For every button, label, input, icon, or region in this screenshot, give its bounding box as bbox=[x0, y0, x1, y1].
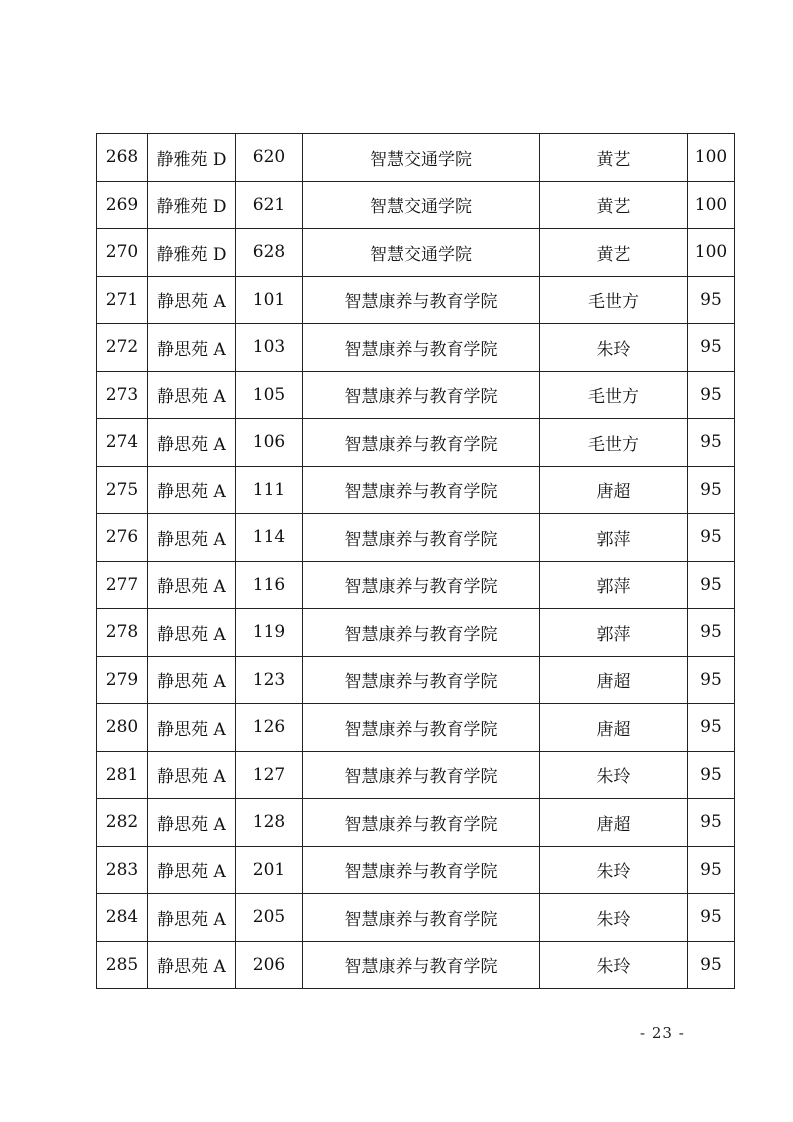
serial-number-cell: 278 bbox=[97, 609, 148, 657]
serial-number-cell: 275 bbox=[97, 466, 148, 514]
score-cell: 95 bbox=[688, 704, 735, 752]
room-number-cell: 116 bbox=[236, 561, 303, 609]
serial-number-cell: 279 bbox=[97, 656, 148, 704]
college-cell: 智慧康养与教育学院 bbox=[303, 609, 540, 657]
college-cell: 智慧康养与教育学院 bbox=[303, 941, 540, 989]
counselor-cell: 唐超 bbox=[540, 704, 688, 752]
table-row bbox=[97, 561, 735, 609]
serial-number-cell: 269 bbox=[97, 181, 148, 229]
building-cell: 静思苑 A bbox=[148, 894, 236, 942]
room-number-cell: 127 bbox=[236, 751, 303, 799]
room-number-cell: 114 bbox=[236, 514, 303, 562]
room-number-cell: 205 bbox=[236, 894, 303, 942]
score-cell: 100 bbox=[688, 229, 735, 277]
table-row bbox=[97, 134, 735, 182]
score-cell: 95 bbox=[688, 894, 735, 942]
college-cell: 智慧康养与教育学院 bbox=[303, 276, 540, 324]
score-cell: 95 bbox=[688, 846, 735, 894]
counselor-cell: 朱玲 bbox=[540, 751, 688, 799]
table-row bbox=[97, 276, 735, 324]
serial-number-cell: 273 bbox=[97, 371, 148, 419]
building-cell: 静思苑 A bbox=[148, 561, 236, 609]
serial-number-cell: 285 bbox=[97, 941, 148, 989]
score-cell: 95 bbox=[688, 561, 735, 609]
table-row bbox=[97, 894, 735, 942]
table-body bbox=[97, 134, 735, 989]
building-cell: 静思苑 A bbox=[148, 799, 236, 847]
building-cell: 静思苑 A bbox=[148, 656, 236, 704]
counselor-cell: 郭萍 bbox=[540, 561, 688, 609]
room-number-cell: 126 bbox=[236, 704, 303, 752]
building-cell: 静雅苑 D bbox=[148, 181, 236, 229]
score-cell: 95 bbox=[688, 799, 735, 847]
building-cell: 静思苑 A bbox=[148, 609, 236, 657]
counselor-cell: 郭萍 bbox=[540, 514, 688, 562]
building-cell: 静思苑 A bbox=[148, 751, 236, 799]
table-row bbox=[97, 371, 735, 419]
college-cell: 智慧康养与教育学院 bbox=[303, 514, 540, 562]
college-cell: 智慧康养与教育学院 bbox=[303, 561, 540, 609]
counselor-cell: 郭萍 bbox=[540, 609, 688, 657]
room-number-cell: 119 bbox=[236, 609, 303, 657]
score-cell: 95 bbox=[688, 276, 735, 324]
serial-number-cell: 274 bbox=[97, 419, 148, 467]
room-number-cell: 123 bbox=[236, 656, 303, 704]
score-cell: 95 bbox=[688, 419, 735, 467]
score-cell: 95 bbox=[688, 466, 735, 514]
counselor-cell: 黄艺 bbox=[540, 229, 688, 277]
serial-number-cell: 280 bbox=[97, 704, 148, 752]
serial-number-cell: 282 bbox=[97, 799, 148, 847]
counselor-cell: 唐超 bbox=[540, 466, 688, 514]
serial-number-cell: 271 bbox=[97, 276, 148, 324]
score-cell: 95 bbox=[688, 371, 735, 419]
table-row bbox=[97, 609, 735, 657]
counselor-cell: 毛世方 bbox=[540, 371, 688, 419]
college-cell: 智慧康养与教育学院 bbox=[303, 799, 540, 847]
room-number-cell: 206 bbox=[236, 941, 303, 989]
table-row bbox=[97, 466, 735, 514]
counselor-cell: 黄艺 bbox=[540, 181, 688, 229]
room-number-cell: 628 bbox=[236, 229, 303, 277]
serial-number-cell: 277 bbox=[97, 561, 148, 609]
serial-number-cell: 270 bbox=[97, 229, 148, 277]
serial-number-cell: 284 bbox=[97, 894, 148, 942]
score-cell: 95 bbox=[688, 514, 735, 562]
table-row bbox=[97, 324, 735, 372]
building-cell: 静思苑 A bbox=[148, 514, 236, 562]
college-cell: 智慧康养与教育学院 bbox=[303, 656, 540, 704]
table-row bbox=[97, 846, 735, 894]
room-number-cell: 101 bbox=[236, 276, 303, 324]
building-cell: 静雅苑 D bbox=[148, 229, 236, 277]
serial-number-cell: 281 bbox=[97, 751, 148, 799]
building-cell: 静思苑 A bbox=[148, 466, 236, 514]
score-cell: 95 bbox=[688, 324, 735, 372]
table-row bbox=[97, 514, 735, 562]
dormitory-score-table bbox=[96, 133, 735, 989]
room-number-cell: 105 bbox=[236, 371, 303, 419]
college-cell: 智慧康养与教育学院 bbox=[303, 894, 540, 942]
score-cell: 100 bbox=[688, 181, 735, 229]
counselor-cell: 唐超 bbox=[540, 799, 688, 847]
college-cell: 智慧康养与教育学院 bbox=[303, 324, 540, 372]
score-cell: 100 bbox=[688, 134, 735, 182]
college-cell: 智慧康养与教育学院 bbox=[303, 419, 540, 467]
page-number: - 23 - bbox=[640, 1024, 685, 1042]
room-number-cell: 128 bbox=[236, 799, 303, 847]
counselor-cell: 黄艺 bbox=[540, 134, 688, 182]
serial-number-cell: 276 bbox=[97, 514, 148, 562]
counselor-cell: 朱玲 bbox=[540, 894, 688, 942]
building-cell: 静思苑 A bbox=[148, 324, 236, 372]
college-cell: 智慧康养与教育学院 bbox=[303, 704, 540, 752]
table-row bbox=[97, 941, 735, 989]
counselor-cell: 朱玲 bbox=[540, 941, 688, 989]
room-number-cell: 111 bbox=[236, 466, 303, 514]
counselor-cell: 毛世方 bbox=[540, 276, 688, 324]
building-cell: 静思苑 A bbox=[148, 371, 236, 419]
room-number-cell: 106 bbox=[236, 419, 303, 467]
college-cell: 智慧交通学院 bbox=[303, 229, 540, 277]
building-cell: 静雅苑 D bbox=[148, 134, 236, 182]
room-number-cell: 620 bbox=[236, 134, 303, 182]
building-cell: 静思苑 A bbox=[148, 941, 236, 989]
table-row bbox=[97, 799, 735, 847]
score-cell: 95 bbox=[688, 941, 735, 989]
counselor-cell: 毛世方 bbox=[540, 419, 688, 467]
college-cell: 智慧康养与教育学院 bbox=[303, 371, 540, 419]
building-cell: 静思苑 A bbox=[148, 419, 236, 467]
table-row bbox=[97, 656, 735, 704]
table-row bbox=[97, 751, 735, 799]
score-cell: 95 bbox=[688, 609, 735, 657]
serial-number-cell: 268 bbox=[97, 134, 148, 182]
counselor-cell: 唐超 bbox=[540, 656, 688, 704]
score-cell: 95 bbox=[688, 751, 735, 799]
college-cell: 智慧交通学院 bbox=[303, 181, 540, 229]
college-cell: 智慧康养与教育学院 bbox=[303, 466, 540, 514]
table-row bbox=[97, 419, 735, 467]
building-cell: 静思苑 A bbox=[148, 704, 236, 752]
table-row bbox=[97, 229, 735, 277]
building-cell: 静思苑 A bbox=[148, 276, 236, 324]
room-number-cell: 621 bbox=[236, 181, 303, 229]
college-cell: 智慧康养与教育学院 bbox=[303, 751, 540, 799]
room-number-cell: 103 bbox=[236, 324, 303, 372]
counselor-cell: 朱玲 bbox=[540, 324, 688, 372]
college-cell: 智慧交通学院 bbox=[303, 134, 540, 182]
building-cell: 静思苑 A bbox=[148, 846, 236, 894]
table-row bbox=[97, 181, 735, 229]
table-row bbox=[97, 704, 735, 752]
serial-number-cell: 283 bbox=[97, 846, 148, 894]
counselor-cell: 朱玲 bbox=[540, 846, 688, 894]
score-cell: 95 bbox=[688, 656, 735, 704]
room-number-cell: 201 bbox=[236, 846, 303, 894]
college-cell: 智慧康养与教育学院 bbox=[303, 846, 540, 894]
serial-number-cell: 272 bbox=[97, 324, 148, 372]
